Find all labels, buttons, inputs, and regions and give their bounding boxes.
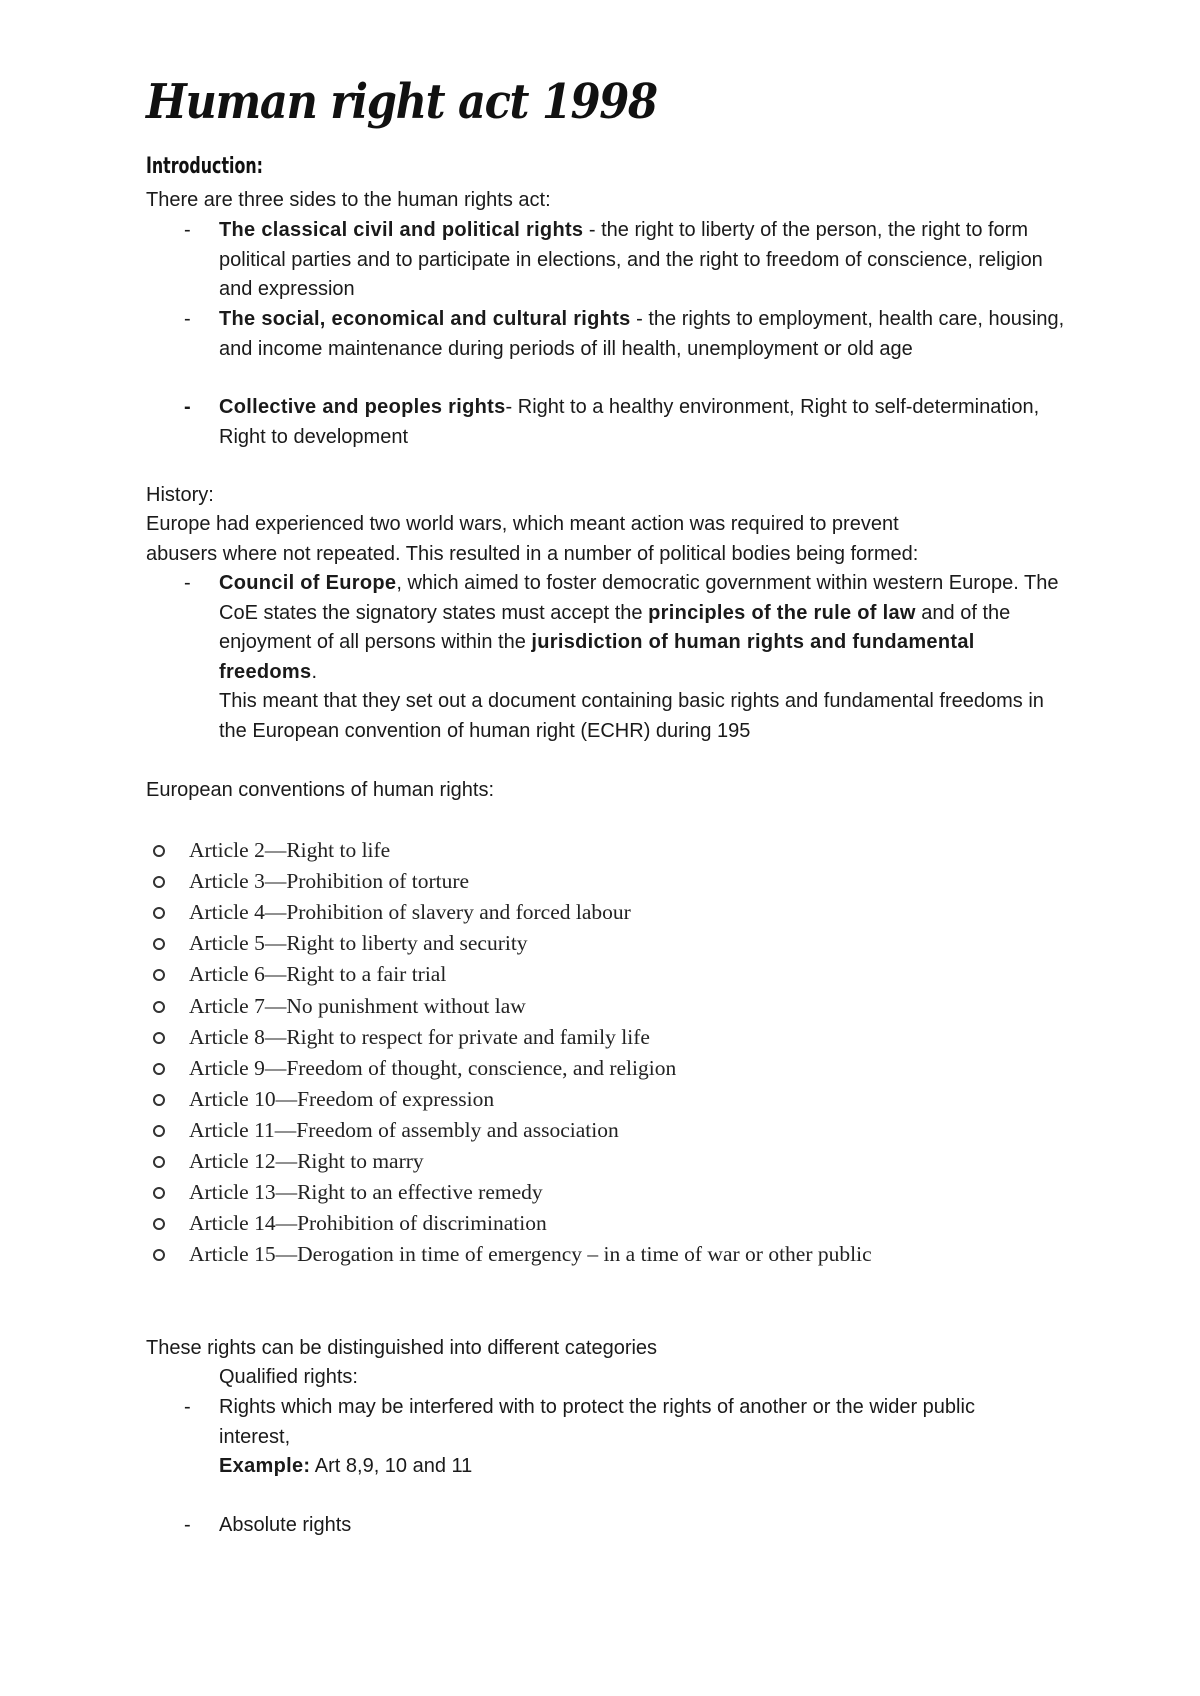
circle-bullet-icon — [153, 969, 165, 981]
list-item-body — [219, 216, 1079, 305]
article-text: Article 6—Right to a fair trial — [189, 962, 447, 987]
circle-bullet-icon — [153, 1187, 165, 1199]
circle-bullet-icon — [153, 1125, 165, 1137]
circle-bullet-icon — [153, 938, 165, 950]
echr-heading: European conventions of human rights: — [146, 779, 494, 801]
list-dash: - — [184, 308, 191, 330]
circle-bullet-icon — [153, 1001, 165, 1013]
article-text: Article 3—Prohibition of torture — [189, 869, 470, 894]
article-text: Article 7—No punishment without law — [189, 993, 526, 1018]
list-dash: - — [184, 219, 191, 241]
article-text: Article 5—Right to liberty and security — [189, 931, 528, 956]
article-text: Article 8—Right to respect for private and family life — [189, 1024, 650, 1049]
term-bold: The social, economical and cultural rights — [219, 308, 631, 330]
introduction-heading: Introduction: — [146, 154, 263, 179]
list-dash: - — [184, 1396, 191, 1418]
circle-bullet-icon — [153, 1032, 165, 1044]
example-line — [219, 1452, 1019, 1482]
term-bold-jurisdiction: jurisdiction of human rights and fundamental freedoms — [219, 631, 975, 683]
term-bold-rule-of-law: principles of the rule of law — [648, 601, 916, 624]
qualified-rights-text: Rights which may be interfered with to protect the rights of another or the wider public interest, — [219, 1396, 975, 1448]
term-description: - the rights to employment, health care, housing, and income maintenance during periods of ill health, unemployment or old age — [219, 308, 1065, 360]
circle-bullet-icon — [153, 1063, 165, 1075]
list-item-body — [219, 569, 1074, 746]
history-line-1: Europe had experienced two world wars, which meant action was required to prevent — [146, 513, 899, 535]
categories-lead: These rights can be distinguished into different categories — [146, 1337, 658, 1359]
article-text: Article 15—Derogation in time of emergency – in a time of war or other public — [189, 1242, 872, 1267]
coe-text-1: , which aimed to foster democratic government within western Europe. The CoE states the signatory states must accept the — [219, 572, 1059, 624]
circle-bullet-icon — [153, 1094, 165, 1106]
circle-bullet-icon — [153, 1218, 165, 1230]
coe-text-2: and of the enjoyment of all persons within the — [219, 601, 1011, 653]
example-text: Art 8,9, 10 and 11 — [310, 1455, 473, 1477]
list-item-body — [219, 305, 1079, 364]
list-item-body — [219, 1511, 1079, 1541]
introduction-lead: There are three sides to the human rights act: — [146, 189, 551, 211]
list-dash: - — [184, 1514, 191, 1536]
list-dash: - — [184, 572, 191, 594]
list-dash: - — [184, 396, 191, 418]
article-text: Article 9—Freedom of thought, conscience, and religion — [189, 1055, 677, 1080]
term-description: - Right to a healthy environment, Right to self-determination, Right to development — [219, 396, 1040, 448]
circle-bullet-icon — [153, 1156, 165, 1168]
article-text: Article 12—Right to marry — [189, 1149, 424, 1173]
term-description: - the right to liberty of the person, the right to form political parties and to participate in elections, and the right to freedom of conscience, religion and expression — [219, 219, 1043, 300]
coe-echr-note: This meant that they set out a document containing basic rights and fundamental freedoms in the European convention of human right (ECHR) during 195 — [219, 690, 1044, 742]
list-item-body — [219, 1393, 1019, 1482]
history-line-2: abusers where not repeated. This resulted in a number of political bodies being formed: — [146, 543, 919, 565]
term-bold: Council of Europe — [219, 572, 397, 594]
circle-bullet-icon — [153, 876, 165, 888]
circle-bullet-icon — [153, 907, 165, 919]
article-text: Article 14—Prohibition of discrimination — [189, 1211, 547, 1236]
circle-bullet-icon — [153, 845, 165, 857]
absolute-rights-text: Absolute rights — [219, 1514, 352, 1536]
article-text: Article 13—Right to an effective remedy — [189, 1180, 543, 1205]
article-text: Article 11—Freedom of assembly and association — [189, 1117, 619, 1142]
article-text: Article 10—Freedom of expression — [189, 1086, 495, 1111]
article-text: Article 2—Right to life — [189, 838, 391, 862]
term-bold: Collective and peoples rights — [219, 396, 506, 418]
list-item-body — [219, 393, 1079, 452]
circle-bullet-icon — [153, 1249, 165, 1261]
document-title: Human right act 1998 — [146, 74, 657, 130]
qualified-rights-heading: Qualified rights: — [219, 1366, 358, 1388]
coe-text-3: . — [311, 660, 317, 683]
history-heading: History: — [146, 484, 214, 506]
term-bold: The classical civil and political rights — [219, 219, 584, 241]
article-text: Article 4—Prohibition of slavery and forced labour — [189, 900, 631, 925]
example-label: Example: — [219, 1455, 311, 1477]
